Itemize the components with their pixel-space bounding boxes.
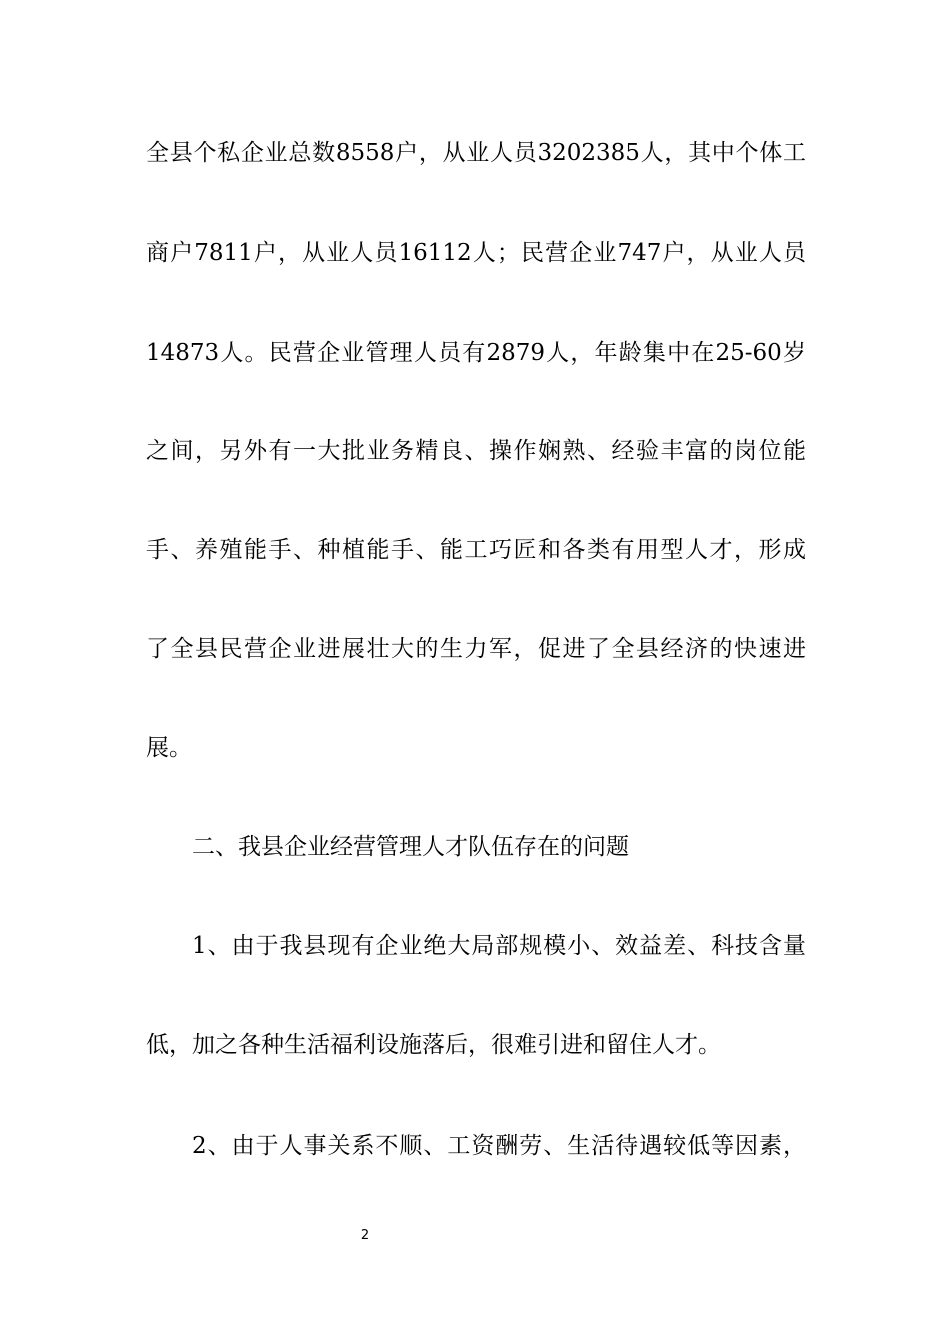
text-line: 之间，另外有一大批业务精良、操作娴熟、经验丰富的岗位能: [146, 438, 806, 464]
page-number: 2: [360, 1228, 370, 1243]
text-line: 低，加之各种生活福利设施落后，很难引进和留住人才。: [146, 1032, 721, 1058]
text-line: 2、由于人事关系不顺、工资酬劳、生活待遇较低等因素，: [192, 1133, 806, 1159]
section-heading: 二、我县企业经营管理人才队伍存在的问题: [192, 834, 629, 860]
text-line: 1、由于我县现有企业绝大局部规模小、效益差、科技含量: [192, 933, 806, 959]
text-line: 全县个私企业总数8558户，从业人员3202385人，其中个体工: [146, 140, 806, 166]
text-line: 商户7811户，从业人员16112人；民营企业747户，从业人员: [146, 240, 806, 266]
text-line: 手、养殖能手、种植能手、能工巧匠和各类有用型人才，形成: [146, 537, 806, 563]
text-line: 展。: [146, 735, 192, 761]
text-line: 了全县民营企业进展壮大的生力军，促进了全县经济的快速进: [146, 636, 806, 662]
text-line: 14873人。民营企业管理人员有2879人，年龄集中在25-60岁: [146, 340, 806, 366]
